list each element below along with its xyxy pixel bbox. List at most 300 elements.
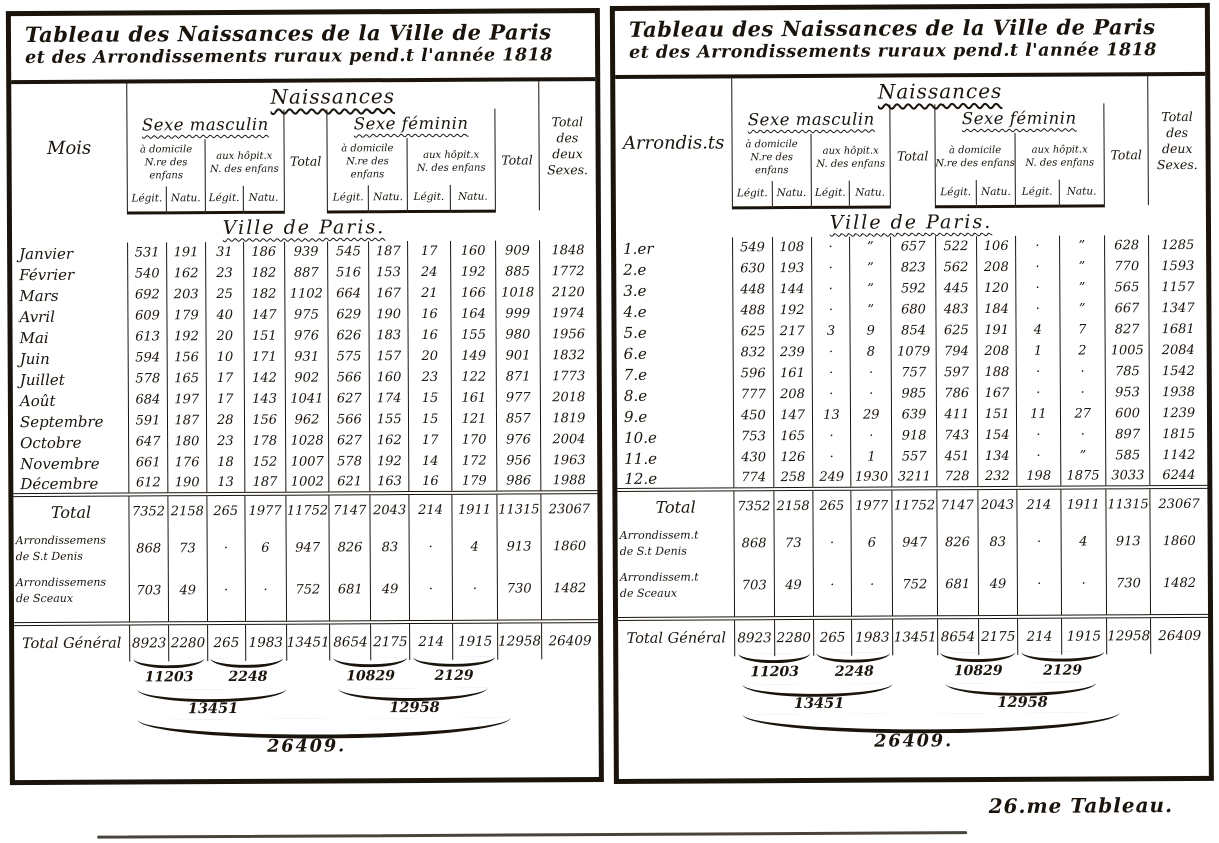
table-cell: 12958 xyxy=(498,621,542,659)
table-cell: 1285 xyxy=(1149,235,1206,256)
header-sexe-masculin: Sexe masculin xyxy=(127,110,284,140)
row-label xyxy=(618,606,735,619)
table-cell xyxy=(774,606,813,618)
table-cell: 6 xyxy=(245,527,286,569)
table-cell: 26409 xyxy=(541,621,598,659)
table-cell: 728 xyxy=(936,467,977,488)
table-cell: 703 xyxy=(129,569,168,611)
table-cell: 49 xyxy=(168,569,207,611)
table-cell: 4 xyxy=(1016,320,1059,341)
table-cell: 1772 xyxy=(539,261,596,282)
header-total-masculin: Total xyxy=(890,104,935,206)
table-cell: 155 xyxy=(451,325,496,346)
table-cell: 25 xyxy=(206,284,244,305)
table-cell: 2175 xyxy=(979,617,1018,655)
row-label: Juillet xyxy=(19,370,65,389)
row-label: Octobre xyxy=(20,433,82,452)
table-cell: 214 xyxy=(410,622,453,660)
st-denis-row xyxy=(14,525,598,570)
table-cell: 667 xyxy=(1105,298,1149,319)
table-cell: · xyxy=(812,300,850,321)
table-cell: 187 xyxy=(369,241,408,262)
title-line2: et des Arrondissements ruraux pend.t l'année 1818 xyxy=(629,40,1157,63)
brace-arc xyxy=(738,653,811,663)
table-cell: 3211 xyxy=(892,467,936,488)
table-cell: 18 xyxy=(206,452,244,473)
table-cell: 627 xyxy=(329,430,370,451)
data-row xyxy=(13,324,597,348)
table-cell: 411 xyxy=(936,404,977,425)
table-cell: 7352 xyxy=(129,494,168,527)
table-cell: 2280 xyxy=(169,623,208,661)
table-cell: 1875 xyxy=(1060,466,1106,487)
table-cell: 24 xyxy=(408,262,451,283)
table-cell: 680 xyxy=(891,299,935,320)
header-legit: Légit. xyxy=(811,181,849,207)
table-cell: 1911 xyxy=(1060,487,1106,520)
table-cell: 160 xyxy=(370,367,409,388)
sum-feminin-hopital: 2129 xyxy=(1043,662,1083,679)
header-legit: Légit. xyxy=(328,185,369,211)
table-cell: 7352 xyxy=(734,489,773,522)
row-label: Total Général xyxy=(618,618,735,657)
row-label: Avril xyxy=(19,307,55,326)
table-cell: 585 xyxy=(1106,445,1150,466)
table-cell: · xyxy=(1016,257,1059,278)
table-cell: 2043 xyxy=(370,493,409,526)
table-cell: 826 xyxy=(329,526,370,568)
table-cell xyxy=(541,609,598,621)
row-label: Février xyxy=(19,265,75,284)
header-legit: Légit. xyxy=(935,180,976,206)
table-cell: 187 xyxy=(167,410,206,431)
table-cell: 27 xyxy=(1060,403,1106,424)
table-cell xyxy=(245,611,286,623)
table-cell: 17 xyxy=(409,430,452,451)
sum-masculin-hopital: 2248 xyxy=(834,663,874,680)
table-cell: 20 xyxy=(408,346,451,367)
table-cell: 147 xyxy=(244,305,285,326)
table-cell: · xyxy=(1017,425,1060,446)
table-cell: 192 xyxy=(772,300,811,321)
row-label: 5.e xyxy=(623,323,647,342)
table-cell: · xyxy=(1017,521,1061,563)
table-cell: 827 xyxy=(1105,319,1149,340)
table-cell: 166 xyxy=(451,283,496,304)
table-cell: 794 xyxy=(936,341,977,362)
table-cell: 2158 xyxy=(168,494,207,527)
table-cell: 1930 xyxy=(851,468,892,489)
summary-braces xyxy=(618,654,1209,759)
table-cell: 639 xyxy=(892,404,936,425)
table-cell: 167 xyxy=(977,383,1016,404)
table-cell xyxy=(1061,604,1106,616)
row-label: Septembre xyxy=(19,412,104,431)
table-cell: 1915 xyxy=(453,622,498,660)
table-cell: 198 xyxy=(1017,467,1060,488)
table-cell: 1239 xyxy=(1150,403,1207,424)
table-cell: 657 xyxy=(891,236,935,257)
row-label: 11.e xyxy=(624,449,657,468)
table-cell: 29 xyxy=(851,405,892,426)
table-cell: 1593 xyxy=(1149,256,1206,277)
table-cell: 8654 xyxy=(330,622,371,660)
table-cell: 1988 xyxy=(541,471,598,492)
sum-masculin-total: 13451 xyxy=(187,699,239,718)
table-cell: 8654 xyxy=(937,617,978,655)
table-cell: 171 xyxy=(244,347,285,368)
table-cell: · xyxy=(811,258,849,279)
table-cell: 163 xyxy=(370,472,409,493)
table-cell: 182 xyxy=(243,263,284,284)
table-cell: 1915 xyxy=(1061,616,1107,654)
births-by-month-sheet xyxy=(6,8,604,785)
table-cell: 184 xyxy=(977,299,1016,320)
table-cell: 156 xyxy=(244,410,285,431)
table-cell: 174 xyxy=(370,388,409,409)
table-cell: 1911 xyxy=(452,493,497,526)
header-natu: Natu. xyxy=(849,181,890,207)
table-cell: 578 xyxy=(329,451,370,472)
brace-arc xyxy=(1021,651,1104,661)
table-cell: 11315 xyxy=(497,492,541,525)
table-cell: 49 xyxy=(978,563,1017,605)
table-cell: 191 xyxy=(167,242,206,263)
table-cell xyxy=(852,606,893,618)
table-cell: 1482 xyxy=(1150,562,1207,604)
table-cell: 1157 xyxy=(1149,277,1206,298)
table-cell: 2004 xyxy=(540,429,597,450)
table-cell: 176 xyxy=(168,452,207,473)
table-cell: 445 xyxy=(935,278,976,299)
table-cell: · xyxy=(850,384,891,405)
title-line1: Tableau des Naissances de la Ville de Paris xyxy=(628,14,1156,42)
table-cell: 1860 xyxy=(541,525,598,567)
table-cell: 609 xyxy=(128,305,167,326)
total-general-row xyxy=(14,621,598,662)
table-cell: 597 xyxy=(936,362,977,383)
table-cell: 14 xyxy=(409,451,452,472)
header-natu: Natu. xyxy=(772,181,811,207)
table-cell: 752 xyxy=(286,568,330,610)
data-row xyxy=(13,429,597,453)
table-cell: 265 xyxy=(207,623,245,661)
table-cell: 986 xyxy=(497,471,541,492)
row-label: 8.e xyxy=(623,386,648,405)
data-row xyxy=(12,282,596,306)
table-cell: 214 xyxy=(1018,617,1062,655)
table-cell: · xyxy=(1016,362,1059,383)
header-natu: Natu. xyxy=(1059,179,1105,205)
data-row xyxy=(13,387,597,411)
table-cell: 681 xyxy=(937,563,979,605)
sceaux-row xyxy=(14,567,598,612)
table-cell: 49 xyxy=(371,568,410,610)
table-cell: 1681 xyxy=(1149,319,1206,340)
table-cell: 1819 xyxy=(540,408,597,429)
title-line2: et des Arrondissements ruraux pend.t l'année 1818 xyxy=(25,45,554,69)
table-cell: 939 xyxy=(284,241,328,262)
table-cell: 854 xyxy=(891,320,935,341)
table-cell: 16 xyxy=(408,325,451,346)
table-cell: 777 xyxy=(734,384,773,405)
table-cell: 149 xyxy=(451,346,496,367)
table-cell: 1848 xyxy=(539,240,596,261)
table-cell: 2120 xyxy=(540,282,597,303)
table-cell: 2018 xyxy=(540,387,597,408)
grand-total: 26409. xyxy=(874,731,954,752)
table-cell: 126 xyxy=(773,447,812,468)
header-mois: Mois xyxy=(11,84,127,214)
table-cell: 1028 xyxy=(285,430,329,451)
row-label: Décembre xyxy=(20,474,99,493)
table-cell: 178 xyxy=(244,431,285,452)
table-cell: 488 xyxy=(733,300,772,321)
total-general-row xyxy=(618,616,1208,657)
table-cell: 179 xyxy=(452,472,497,493)
table-cell: 566 xyxy=(329,409,370,430)
header-total-feminin: Total xyxy=(1104,103,1149,205)
header-legit: Légit. xyxy=(407,185,450,211)
table-cell: 142 xyxy=(244,368,285,389)
table-cell xyxy=(1151,604,1208,616)
table-cell: · xyxy=(207,569,245,611)
table-cell: 684 xyxy=(128,389,167,410)
table-cell: 448 xyxy=(733,279,772,300)
table-cell: 913 xyxy=(1106,520,1150,562)
table-cell: 153 xyxy=(369,262,408,283)
births-by-arrondissement-sheet xyxy=(610,3,1214,784)
table-cell: 1977 xyxy=(851,489,892,522)
header-legit: Légit. xyxy=(205,186,243,212)
table-cell: 594 xyxy=(128,347,167,368)
row-label: 12.e xyxy=(624,469,658,488)
table-cell: 2084 xyxy=(1149,340,1206,361)
table-cell: 203 xyxy=(167,284,206,305)
table-cell xyxy=(130,611,169,623)
table-cell: 531 xyxy=(128,242,167,263)
table-cell: 17 xyxy=(206,368,244,389)
table-cell: 208 xyxy=(977,257,1016,278)
header-hopital-masculin: aux hôpit.x N. des enfans xyxy=(205,139,284,186)
row-label: 6.e xyxy=(623,344,647,363)
table-cell: 7147 xyxy=(329,493,370,526)
table-cell: 871 xyxy=(496,366,540,387)
table-cell: 483 xyxy=(936,299,977,320)
table-cell: 885 xyxy=(496,261,540,282)
table-cell: · xyxy=(851,564,893,606)
table-cell: 980 xyxy=(496,324,540,345)
table-cell: 106 xyxy=(977,236,1016,257)
table-cell xyxy=(1106,604,1150,616)
table-cell: 681 xyxy=(330,568,371,610)
table-cell: · xyxy=(1060,424,1106,445)
table-cell: 962 xyxy=(285,409,329,430)
table-cell: ” xyxy=(1059,256,1105,277)
table-cell: 190 xyxy=(369,304,408,325)
table-cell: · xyxy=(409,568,452,610)
header-legit: Légit. xyxy=(1015,180,1058,206)
brace-arc xyxy=(333,657,407,667)
row-label: Total xyxy=(13,495,129,529)
table-cell: 8923 xyxy=(735,618,774,656)
table-cell: · xyxy=(812,447,850,468)
table-cell: 901 xyxy=(496,345,540,366)
table-cell: · xyxy=(1016,278,1059,299)
table-cell: 730 xyxy=(497,567,541,609)
table-title xyxy=(615,8,1205,79)
table-cell: ” xyxy=(1059,277,1105,298)
table-cell: 953 xyxy=(1105,382,1149,403)
table-cell: 1142 xyxy=(1150,445,1207,466)
section-row xyxy=(616,205,1206,238)
table-cell: 83 xyxy=(370,526,409,568)
table-cell: 430 xyxy=(734,447,773,468)
table-cell: 692 xyxy=(128,284,167,305)
brace-arc xyxy=(940,652,1015,662)
table-cell: 164 xyxy=(451,304,496,325)
table-cell: 1542 xyxy=(1149,361,1206,382)
table-cell: 575 xyxy=(329,346,370,367)
table-cell: 8923 xyxy=(130,623,169,661)
total-row xyxy=(13,492,597,528)
brace-arc xyxy=(413,657,495,667)
table-cell: 165 xyxy=(167,368,206,389)
table-cell: · xyxy=(452,568,497,610)
table-cell: 664 xyxy=(328,283,369,304)
table-cell: · xyxy=(1060,382,1106,403)
data-row xyxy=(13,366,597,390)
table-cell: 16 xyxy=(409,472,452,493)
table-cell: 1963 xyxy=(540,450,597,471)
table-cell: 1 xyxy=(1016,341,1059,362)
table-cell: 73 xyxy=(168,527,207,569)
header-total-masculin: Total xyxy=(283,109,327,211)
sum-masculin-hopital: 2248 xyxy=(228,668,268,685)
table-cell: 143 xyxy=(244,389,285,410)
table-cell: 985 xyxy=(892,383,936,404)
table-cell: 999 xyxy=(496,303,540,324)
table-cell: 785 xyxy=(1105,361,1149,382)
table-cell: 549 xyxy=(733,237,772,258)
table-cell xyxy=(1018,605,1061,617)
table-cell: 167 xyxy=(369,283,408,304)
table-cell: 1860 xyxy=(1150,520,1207,562)
header-hopital-feminin: aux hôpit.x N. des enfans xyxy=(407,138,495,185)
table-cell: 450 xyxy=(734,405,773,426)
table-cell: 4 xyxy=(452,526,497,568)
table-cell: 12958 xyxy=(1107,616,1151,654)
table-cell: · xyxy=(1061,562,1107,604)
table-cell: 832 xyxy=(733,342,772,363)
table-cell: 2158 xyxy=(773,489,812,522)
table-cell: 13 xyxy=(812,405,850,426)
births-by-arrondissement-table xyxy=(615,76,1208,657)
table-cell: 2043 xyxy=(978,488,1017,521)
table-cell: 596 xyxy=(734,363,773,384)
data-row xyxy=(13,408,597,432)
table-cell: 743 xyxy=(936,425,977,446)
table-cell: 23 xyxy=(205,263,243,284)
sum-feminin-domicile: 10829 xyxy=(346,668,395,685)
data-row xyxy=(12,303,596,327)
table-cell: 626 xyxy=(328,325,369,346)
table-cell: 7 xyxy=(1060,319,1106,340)
table-cell: 191 xyxy=(977,320,1016,341)
table-cell: 774 xyxy=(734,468,773,489)
table-cell: 1007 xyxy=(285,451,329,472)
table-cell: 172 xyxy=(452,451,497,472)
table-cell: 9 xyxy=(850,321,891,342)
row-label xyxy=(14,612,130,625)
table-cell xyxy=(330,610,371,622)
table-cell: · xyxy=(850,363,891,384)
table-cell: 17 xyxy=(408,241,451,262)
table-cell: 193 xyxy=(772,258,811,279)
table-cell: 1983 xyxy=(245,623,286,661)
table-cell: 1815 xyxy=(1150,424,1207,445)
table-cell: · xyxy=(1060,361,1106,382)
row-label: Mars xyxy=(19,286,59,305)
row-label: Arrondissemens de S.t Denis xyxy=(15,533,106,564)
table-cell: · xyxy=(1017,563,1061,605)
header-hopital-masculin: aux hôpit.x N. des enfans xyxy=(811,134,891,181)
table-cell: ” xyxy=(1059,298,1105,319)
sum-feminin-hopital: 2129 xyxy=(434,667,474,684)
table-cell: 83 xyxy=(978,521,1017,563)
table-cell: 258 xyxy=(773,468,812,489)
sum-masculin-domicile: 11203 xyxy=(144,669,194,686)
sum-feminin-total: 12958 xyxy=(389,698,440,717)
table-cell: 208 xyxy=(977,341,1016,362)
table-cell: · xyxy=(813,522,852,564)
table-cell: ” xyxy=(850,300,891,321)
table-cell: 3 xyxy=(812,321,850,342)
table-cell: 1974 xyxy=(540,303,597,324)
table-cell: 157 xyxy=(369,346,408,367)
header-arrondissements: Arrondis.ts xyxy=(615,78,732,208)
table-cell: 578 xyxy=(128,368,167,389)
st-denis-row xyxy=(618,520,1208,565)
section-title: Ville de Paris. xyxy=(829,210,993,234)
total-row xyxy=(617,487,1207,523)
table-cell: 208 xyxy=(773,384,812,405)
table-cell: 265 xyxy=(207,494,245,527)
header-domicile-feminin: à domicile N.re des enfans xyxy=(935,133,1016,180)
table-cell: 628 xyxy=(1105,235,1149,256)
table-cell: 108 xyxy=(772,237,811,258)
table-cell: 26409 xyxy=(1151,616,1208,654)
section-title: Ville de Paris. xyxy=(222,215,386,239)
table-cell: 562 xyxy=(935,257,976,278)
row-label: Juin xyxy=(19,349,50,368)
row-label: Total xyxy=(617,489,734,523)
table-cell: 214 xyxy=(409,493,452,526)
table-cell: 214 xyxy=(1017,488,1061,521)
table-cell: 180 xyxy=(168,431,207,452)
header-natu: Natu. xyxy=(450,185,495,211)
table-cell: 11 xyxy=(1017,404,1060,425)
table-cell: · xyxy=(812,363,850,384)
table-cell: 613 xyxy=(128,326,167,347)
table-cell xyxy=(893,605,937,617)
table-cell: 134 xyxy=(978,446,1017,467)
table-cell: 11315 xyxy=(1106,487,1150,520)
table-cell: 265 xyxy=(813,489,852,522)
table-cell: 186 xyxy=(243,242,284,263)
table-cell: 155 xyxy=(370,409,409,430)
sum-feminin-domicile: 10829 xyxy=(953,662,1003,680)
